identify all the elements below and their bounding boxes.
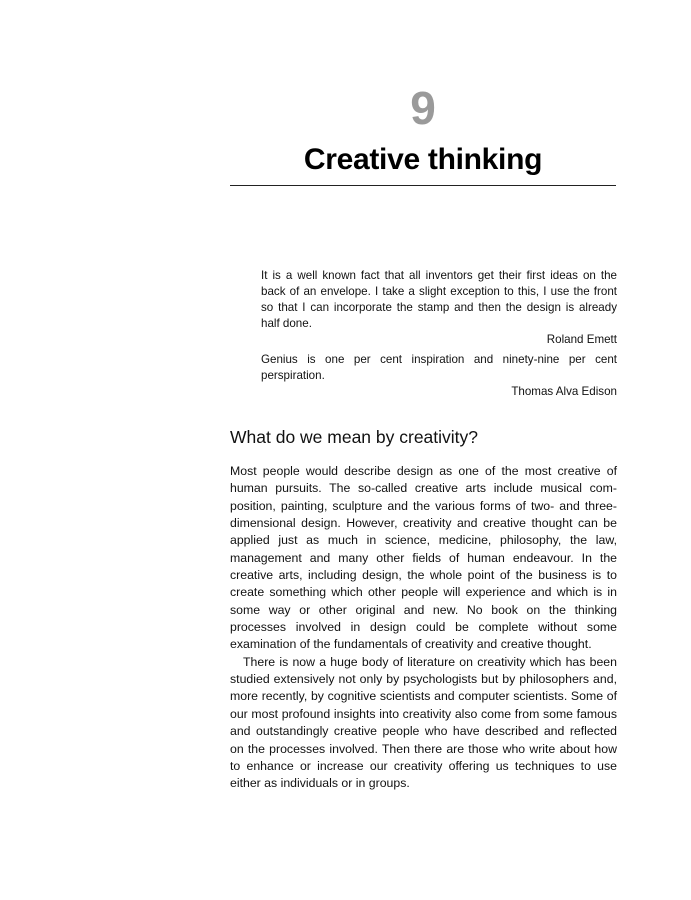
epigraph bbox=[261, 352, 617, 400]
epigraph-block bbox=[261, 268, 617, 403]
epigraph-attribution: Roland Emett bbox=[546, 333, 617, 346]
epigraph-quote: Genius is one per cent inspiration and ninety-nine per cent perspiration. bbox=[261, 353, 617, 382]
title-divider bbox=[230, 185, 616, 186]
epigraph-quote: It is a well known fact that all inventors get their first ideas on the back of an envelope. I take a slight exception to this, I use the front so that I can incorporate the stamp and then the design is already half done. bbox=[261, 269, 617, 330]
body-paragraph: Most people would describe design as one of the most creative of human pursuits. The so-called creative arts include musical composition, painting, sculpture and the various forms of two- and three-dimensional design. However, creativity and creative thought can be applied just as much in science, medicine, philosophy, the law, management and many other fields of human endeavour. In the creative arts, including design, the whole point of the business is to create something which other people will experience and which is in some way or other original and new. No book on the thinking processes involved in design could be complete without some examination of the fundamentals of creativity and creative thought. bbox=[230, 464, 617, 652]
section-body bbox=[230, 463, 617, 793]
epigraph bbox=[261, 268, 617, 348]
section-heading: What do we mean by creativity? bbox=[230, 427, 479, 447]
chapter-title: Creative thinking bbox=[303, 143, 543, 176]
chapter-number bbox=[230, 80, 616, 136]
body-paragraph: There is now a huge body of literature on creativity which has been studied extensively not only by psychologists but by philosophers and, more recently, by cognitive scientists and computer scientists. Some of our most profound insights into creativity also come from some famous and outstandingly creative people who have described and reflected on the processes involved. Then there are those who write about how to enhance or increase our creativity offering us techniques to use either as individuals or in groups. bbox=[230, 654, 617, 791]
chapter-number-text: 9 bbox=[410, 82, 436, 134]
epigraph-attribution: Thomas Alva Edison bbox=[511, 385, 617, 398]
